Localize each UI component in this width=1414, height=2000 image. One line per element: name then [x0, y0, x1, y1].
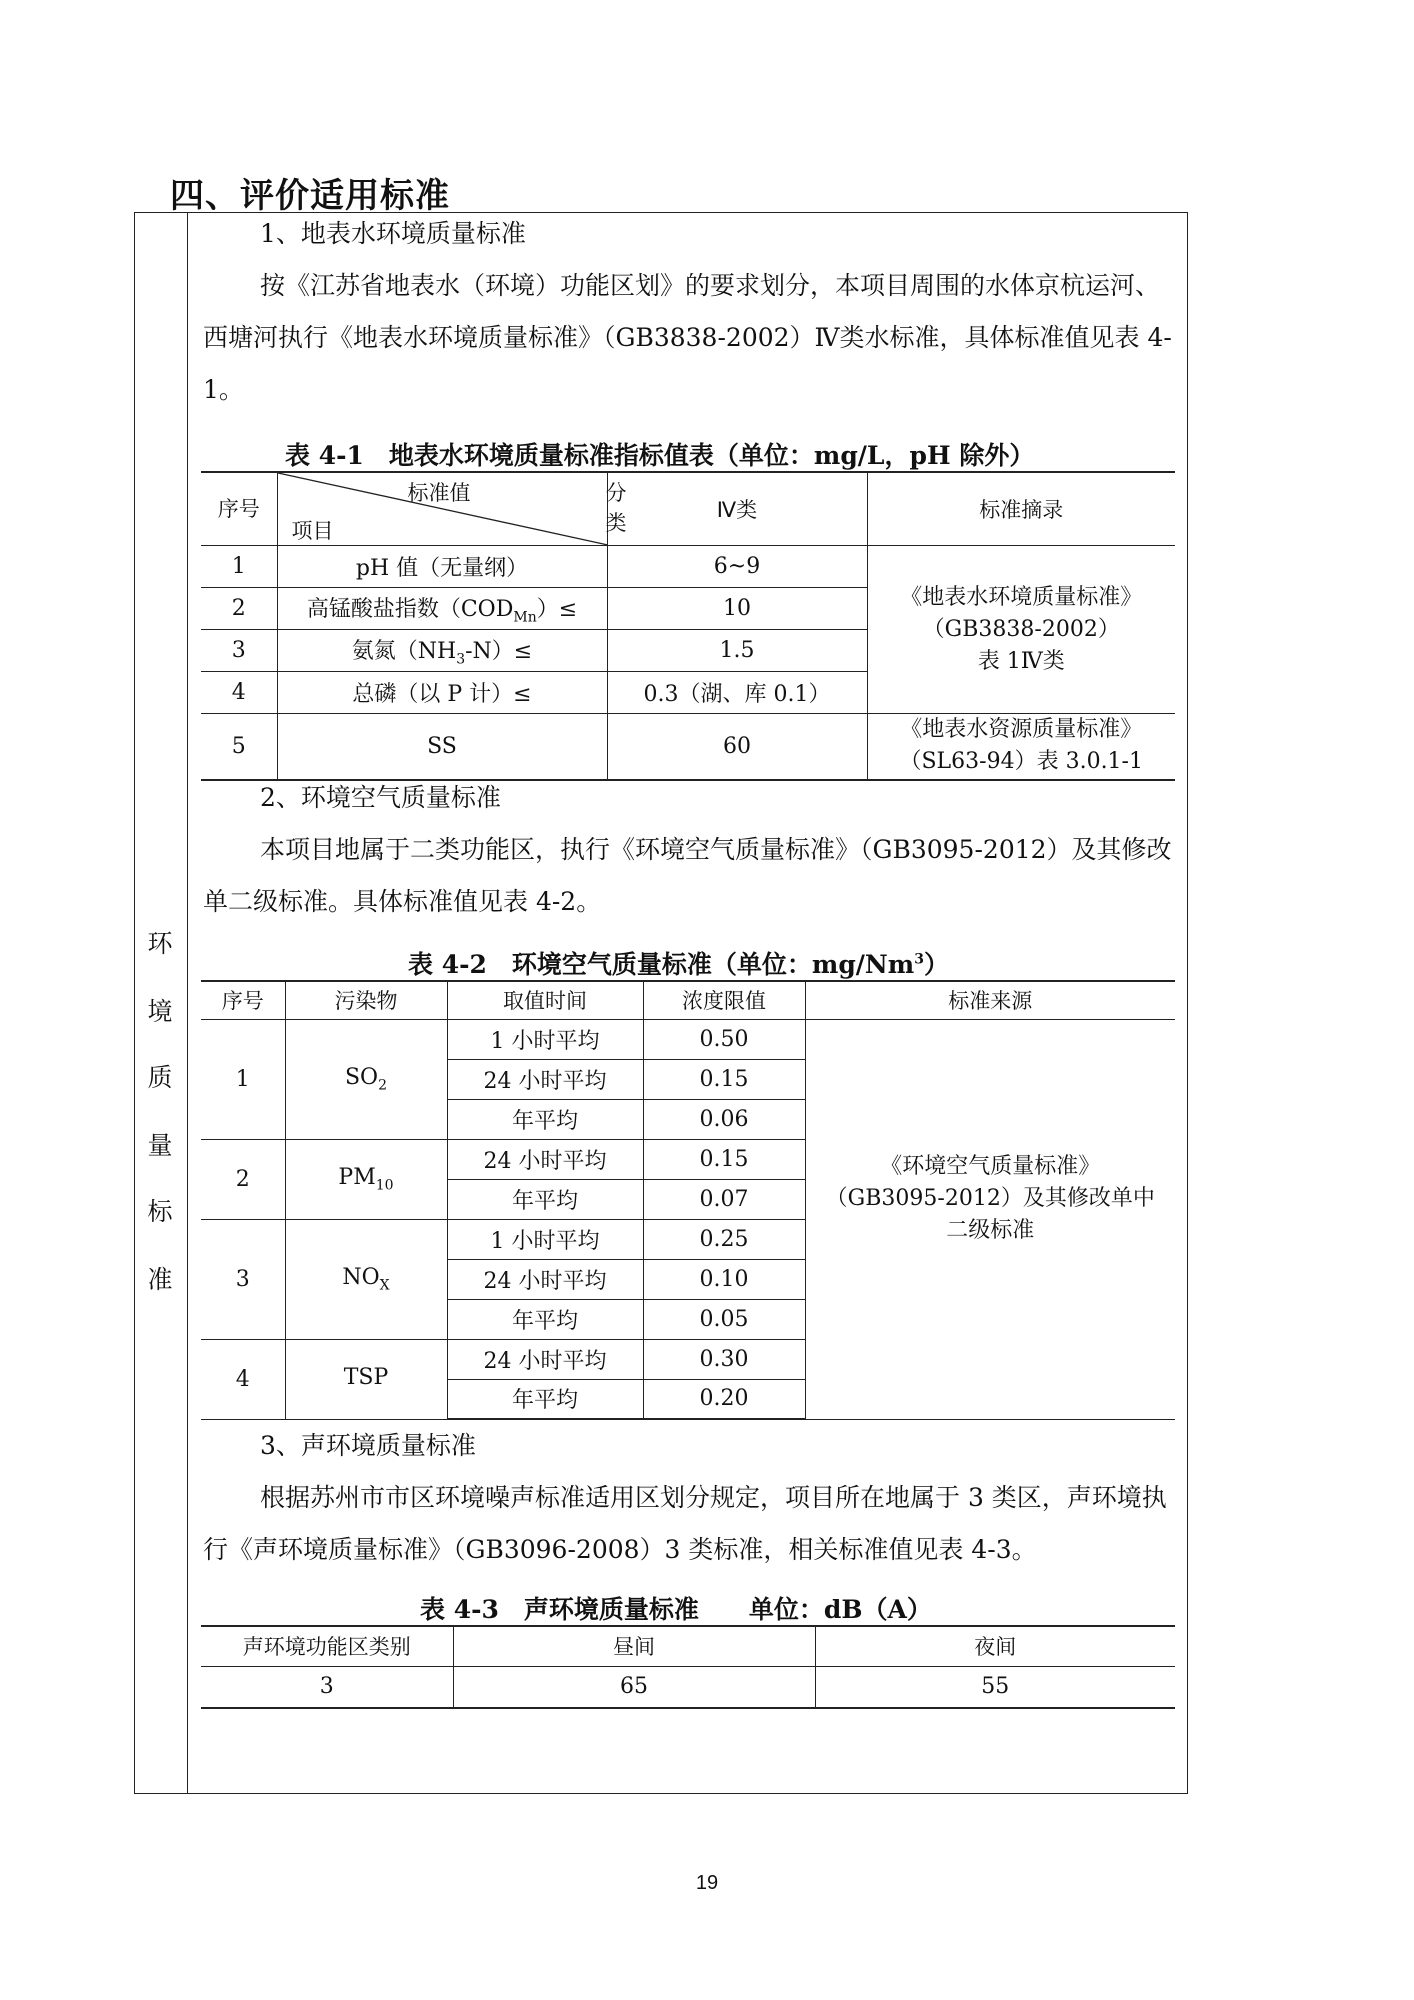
side-label-char: 标: [147, 1197, 173, 1226]
air-quality-table: [201, 980, 1175, 1420]
t2-header-limit: 浓度限值: [643, 981, 805, 1019]
t3-cell-day: 65: [453, 1666, 815, 1708]
t3-header-zone: 声环境功能区类别: [201, 1626, 453, 1666]
t1-header-item: 项目: [291, 519, 334, 543]
t2-cell-no: 1: [201, 1019, 285, 1139]
t1-header-excerpt: 标准摘录: [867, 472, 1175, 546]
table-row: [201, 1019, 1175, 1059]
t2-source-line: 《环境空气质量标准》: [880, 1154, 1101, 1179]
t2-cell-time: 24 小时平均: [447, 1139, 643, 1179]
t1-cell-value: 0.3（湖、库 0.1）: [607, 672, 867, 714]
surface-water-table: [201, 471, 1175, 781]
table3-caption: 表 4-3 声环境质量标准 单位：dB（A）: [420, 1595, 932, 1624]
t1-cell-item: 氨氮$(NH_3-N)\le$: [277, 630, 607, 672]
sec3-title: 3、声环境质量标准: [260, 1431, 476, 1460]
t2-cell-limit: 0.07: [643, 1179, 805, 1219]
t3-header-night: 夜间: [815, 1626, 1175, 1666]
sec2-title: 2、环境空气质量标准: [260, 783, 501, 812]
t1-source-line: 表 1Ⅳ类: [977, 648, 1065, 674]
t1-cell-value: 1.5: [607, 630, 867, 672]
t2-cell-time: 年平均: [447, 1179, 643, 1219]
t1-header-class4: Ⅳ类: [607, 472, 867, 546]
t2-source-line: （GB3095-2012）及其修改单中: [825, 1186, 1155, 1211]
t1-cell-item: 总磷（以 P 计）≤: [277, 672, 607, 714]
table-row: [201, 546, 1175, 588]
t1-cell-item: pH 值（无量纲）: [277, 546, 607, 588]
t2-cell-no: 3: [201, 1219, 285, 1339]
t2-cell-time: 24 小时平均: [447, 1339, 643, 1379]
t2-cell-pollutant: $SO_2$: [285, 1019, 447, 1139]
side-label-char: 质: [147, 1063, 173, 1092]
side-label-column: [134, 212, 188, 1794]
t1-source-line: 《地表水资源质量标准》: [900, 717, 1143, 743]
sec2-paragraph: 本项目地属于二类功能区，执行《环境空气质量标准》（GB3095-2012）及其修改单二级标准。具体标准值见表 4-2。: [203, 835, 1172, 916]
t2-cell-limit: 0.15: [643, 1139, 805, 1179]
t1-cell-source: [867, 714, 1175, 780]
t2-cell-time: 年平均: [447, 1379, 643, 1419]
noise-table: [201, 1625, 1175, 1709]
t2-cell-pollutant: TSP: [285, 1339, 447, 1419]
t2-cell-time: 24 小时平均: [447, 1259, 643, 1299]
sec1-paragraph: 按《江苏省地表水（环境）功能区划》的要求划分，本项目周围的水体京杭运河、西塘河执行《地表水环境质量标准》（GB3838-2002）Ⅳ类水标准，具体标准值见表 4-1。: [203, 271, 1172, 404]
t1-source-line: （GB3838-2002）: [922, 616, 1120, 642]
t2-cell-limit: 0.06: [643, 1099, 805, 1139]
t2-cell-limit: 0.05: [643, 1299, 805, 1339]
table2-caption: 表 4-2 环境空气质量标准（单位：mg/Nm$^3$）: [408, 950, 950, 979]
t1-cell-value: 60: [607, 714, 867, 780]
t1-source-line: （SL63-94）表 3.0.1-1: [899, 749, 1143, 775]
t1-header-category: 分类: [605, 481, 627, 535]
table-row: [201, 1666, 1175, 1708]
t2-cell-time: 24 小时平均: [447, 1059, 643, 1099]
t2-cell-time: 1 小时平均: [447, 1219, 643, 1259]
t2-cell-limit: 0.15: [643, 1059, 805, 1099]
t2-header-pollutant: 污染物: [285, 981, 447, 1019]
t2-header-time: 取值时间: [447, 981, 643, 1019]
t2-header-seq: 序号: [201, 981, 285, 1019]
t1-cell-no: 1: [201, 546, 277, 588]
t1-source-line: 《地表水环境质量标准》: [900, 584, 1143, 610]
t2-cell-source: [805, 1019, 1175, 1419]
t3-cell-zone: 3: [201, 1666, 453, 1708]
t1-cell-item: 高锰酸盐指数$(COD_{Mn})\le$: [277, 588, 607, 630]
page-number: 19: [695, 1872, 719, 1894]
table-row: [201, 714, 1175, 780]
t2-cell-limit: 0.50: [643, 1019, 805, 1059]
t2-cell-time: 年平均: [447, 1099, 643, 1139]
t2-cell-limit: 0.30: [643, 1339, 805, 1379]
t1-cell-no: 3: [201, 630, 277, 672]
table1-caption: 表 4-1 地表水环境质量标准指标值表（单位：mg/L，pH 除外）: [285, 441, 1035, 470]
t1-header-std-value: 标准值: [407, 481, 471, 505]
t1-cell-value: 10: [607, 588, 867, 630]
t2-cell-limit: 0.20: [643, 1379, 805, 1419]
sec1-title: 1、地表水环境质量标准: [260, 219, 526, 248]
t1-header-diagonal: [277, 472, 627, 546]
t1-header-seq: 序号: [201, 472, 277, 546]
t2-cell-pollutant: $PM_{10}$: [285, 1139, 447, 1219]
t2-cell-limit: 0.25: [643, 1219, 805, 1259]
t2-cell-time: 1 小时平均: [447, 1019, 643, 1059]
t2-cell-pollutant: $NO_X$: [285, 1219, 447, 1339]
side-label-char: 环: [147, 929, 173, 958]
t1-cell-value: 6~9: [607, 546, 867, 588]
t2-cell-time: 年平均: [447, 1299, 643, 1339]
t2-cell-no: 4: [201, 1339, 285, 1419]
t1-cell-no: 5: [201, 714, 277, 780]
t2-cell-no: 2: [201, 1139, 285, 1219]
t1-cell-no: 2: [201, 588, 277, 630]
t1-cell-source: [867, 546, 1175, 714]
t1-cell-item: SS: [277, 714, 607, 780]
t3-header-day: 昼间: [453, 1626, 815, 1666]
side-label-char: 准: [147, 1265, 173, 1294]
section-heading: 四、评价适用标准: [170, 176, 450, 216]
t3-cell-night: 55: [815, 1666, 1175, 1708]
side-label-char: 量: [147, 1131, 173, 1160]
t2-cell-limit: 0.10: [643, 1259, 805, 1299]
t2-source-line: 二级标准: [946, 1218, 1035, 1243]
sec3-paragraph: 根据苏州市市区环境噪声标准适用区划分规定，项目所在地属于 3 类区，声环境执行《声环境质量标准》（GB3096-2008）3 类标准，相关标准值见表 4-3。: [203, 1483, 1167, 1564]
t2-header-source: 标准来源: [805, 981, 1175, 1019]
t1-cell-no: 4: [201, 672, 277, 714]
side-label-char: 境: [147, 997, 173, 1026]
